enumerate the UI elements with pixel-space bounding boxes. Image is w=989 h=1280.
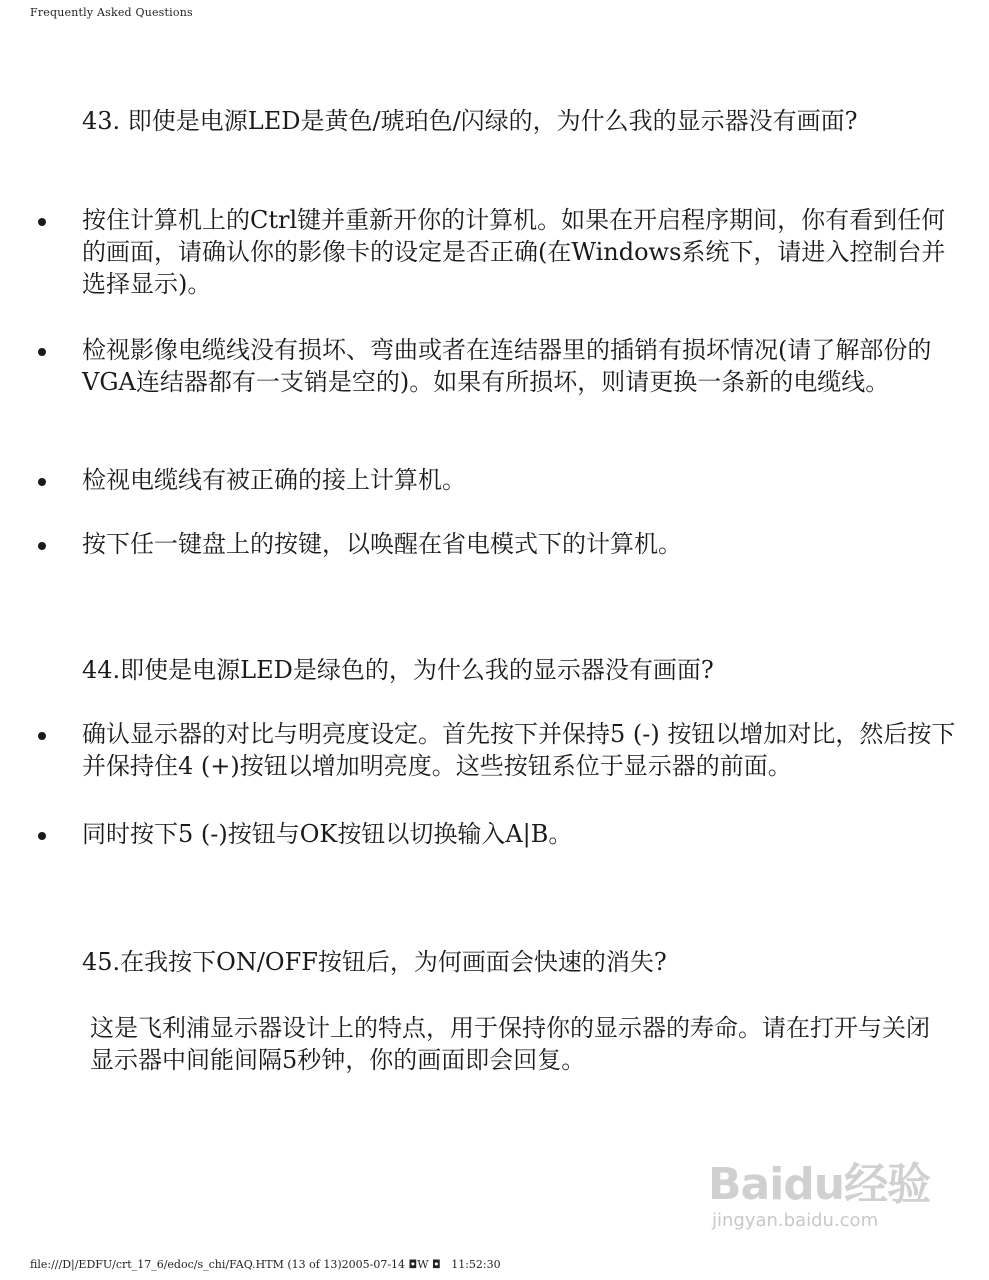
list-item [82, 818, 962, 850]
bullet-icon [38, 478, 46, 486]
list-item-text: 按下任一键盘上的按键，以唤醒在省电模式下的计算机。 [82, 530, 682, 558]
list-item [82, 528, 962, 560]
watermark-logo-text: Baidu经验 [708, 1159, 931, 1210]
list-item-text: 按住计算机上的Ctrl键并重新开你的计算机。如果在开启程序期间，你有看到任何的画面，请确认你的影像卡的设定是否正确(在Windows系统下，请进入控制台并选择显示)。 [82, 206, 946, 298]
bullet-icon [38, 832, 46, 840]
bullet-icon [38, 542, 46, 550]
faq-question-43: 43. 即使是电源LED是黄色/琥珀色/闪绿的，为什么我的显示器没有画面? [82, 107, 858, 135]
faq-question-44: 44.即使是电源LED是绿色的，为什么我的显示器没有画面? [82, 656, 714, 684]
list-item-text: 检视电缆线有被正确的接上计算机。 [82, 466, 466, 494]
list-item [82, 334, 962, 398]
faq-question-45: 45.在我按下ON/OFF按钮后，为何画面会快速的消失? [82, 948, 667, 976]
list-item-text: 检视影像电缆线没有损坏、弯曲或者在连结器里的插销有损坏情况(请了解部份的VGA连结器都有一支销是空的)。如果有所损坏，则请更换一条新的电缆线。 [82, 336, 932, 396]
list-item-text: 同时按下5 (-)按钮与OK按钮以切换输入A|B。 [82, 820, 573, 848]
list-item-text: 确认显示器的对比与明亮度设定。首先按下并保持5 (-) 按钮以增加对比，然后按下并保持住4 (+)按钮以增加明亮度。这些按钮系位于显示器的前面。 [82, 720, 956, 780]
baidu-watermark [708, 1148, 958, 1238]
bullet-icon [38, 218, 46, 226]
page-header-title: Frequently Asked Questions [30, 6, 193, 19]
list-item [82, 204, 962, 300]
faq-answer-45: 这是飞利浦显示器设计上的特点，用于保持你的显示器的寿命。请在打开与关闭显示器中间能间隔5秒钟，你的画面即会回复。 [90, 1014, 930, 1074]
list-item [82, 718, 962, 782]
watermark-logo [708, 1148, 930, 1212]
bullet-icon [38, 732, 46, 740]
list-item [82, 464, 962, 496]
footer-file-path: file:///D|/EDFU/crt_17_6/edoc/s_chi/FAQ.HTM (13 of 13)2005-07-14 ◘W ◘ 11:52:30 [30, 1258, 501, 1271]
watermark-url: jingyan.baidu.com [712, 1210, 879, 1231]
bullet-icon [38, 348, 46, 356]
